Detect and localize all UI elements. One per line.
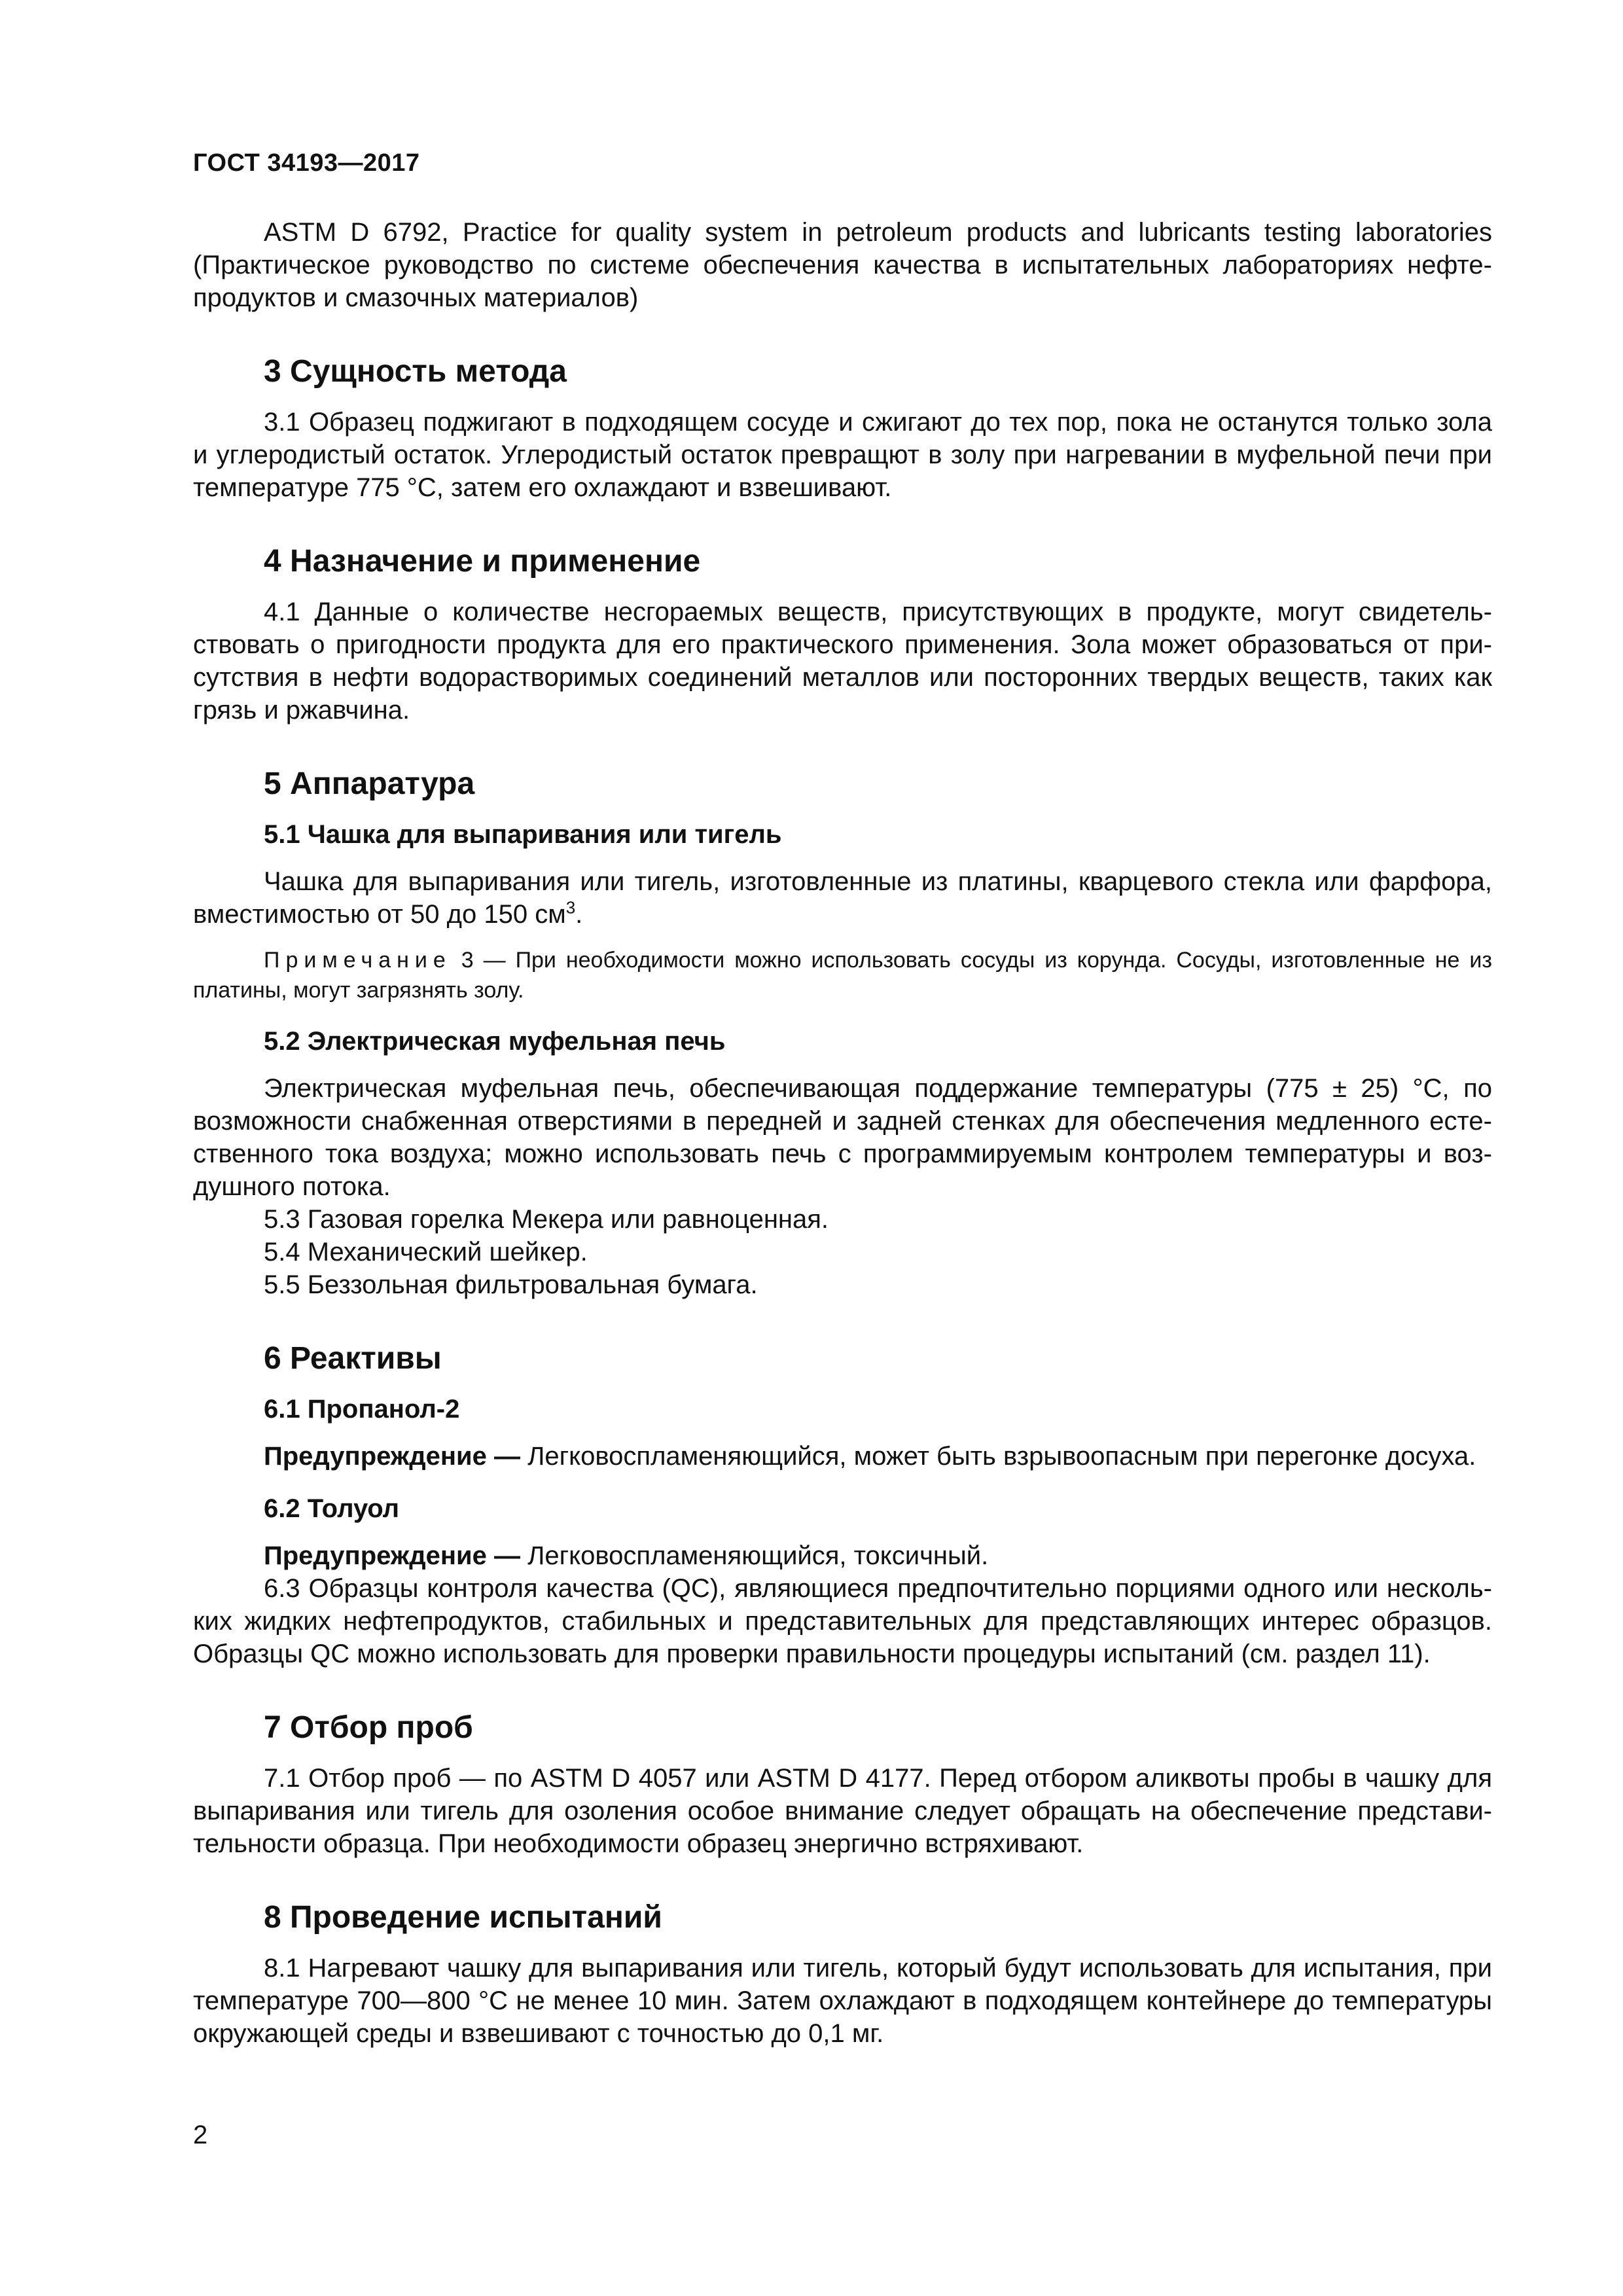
clause-6-1-warning: Предупреждение — Легковоспламеняющийся, может быть взрывоопасным при перегонке досуха. bbox=[264, 1442, 1476, 1471]
standard-designation: ГОСТ 34193—2017 bbox=[193, 149, 420, 177]
clause-6-3: 6.3 Образцы контроля качества (QC), являющиеся предпочтительно порциями одного или нескольких жидких нефтепродуктов, стабильных и представительных для представляющих интерес образцов. Образцы QC можно использовать для проверки правильности процедуры испытаний (см. раздел 11). bbox=[193, 1574, 1492, 1668]
clause-6-2-heading: 6.2 Толуол bbox=[264, 1494, 400, 1523]
section-5-heading: 5 Аппаратура bbox=[264, 766, 475, 801]
clause-5-2-text: Электрическая муфельная печь, обеспечивающая поддержание температуры (775 ± 25) °С, по возможности снабженная отверстиями в передней и задней стенках для обеспечения медленного естественного тока воздуха; можно использовать печь с программируемым контролем температуры и воздушного потока. bbox=[193, 1074, 1492, 1201]
page-content bbox=[193, 216, 1492, 2050]
section-4-heading: 4 Назначение и применение bbox=[264, 544, 701, 579]
clause-7-1: 7.1 Отбор проб — по ASTM D 4057 или ASTM D 4177. Перед отбором аликвоты пробы в чашку для выпаривания или тигель для озоления особое внимание следует обращать на обеспечение представительности образца. При необходимости образец энергично встряхивают. bbox=[193, 1764, 1492, 1858]
clause-4-1: 4.1 Данные о количестве несгораемых веществ, присутствующих в продукте, могут свидетельствовать о пригодности продукта для его практического применения. Зола может образоваться от присутствия в нефти водорастворимых соединений металлов или посторонних твердых веществ, таких как грязь и ржавчина. bbox=[193, 598, 1492, 725]
note-3: Примечание 3 — При необходимости можно использовать сосуды из корунда. Сосуды, изготовленные не из платины, могут загрязнять золу. bbox=[193, 948, 1492, 1003]
clause-5-1-heading: 5.1 Чашка для выпаривания или тигель bbox=[264, 820, 782, 849]
section-7-heading: 7 Отбор проб bbox=[264, 1710, 473, 1745]
section-6-heading: 6 Реактивы bbox=[264, 1341, 442, 1376]
clause-5-1-text: Чашка для выпаривания или тигель, изготовленные из платины, кварцевого стекла или фарфора, вместимостью от 50 до 150 $см^3$. bbox=[193, 867, 1492, 929]
clause-5-3: 5.3 Газовая горелка Мекера или равноценная. bbox=[264, 1205, 829, 1234]
page-number: 2 bbox=[193, 2121, 208, 2149]
clause-6-2-warning: Предупреждение — Легковоспламеняющийся, токсичный. bbox=[264, 1541, 989, 1570]
clause-6-1-heading: 6.1 Пропанол-2 bbox=[264, 1395, 460, 1424]
section-3-heading: 3 Сущность метода bbox=[264, 354, 567, 389]
normative-reference-astm-d6792: ASTM D 6792, Practice for quality system in petroleum products and lubricants testing laboratories (Практическое руководство по системе обеспечения качества в испытательных лабораториях нефтепродуктов и смазочных материалов) bbox=[193, 218, 1492, 312]
clause-5-4: 5.4 Механический шейкер. bbox=[264, 1238, 588, 1266]
clause-5-2-heading: 5.2 Электрическая муфельная печь bbox=[264, 1027, 726, 1056]
clause-5-5: 5.5 Беззольная фильтровальная бумага. bbox=[264, 1270, 758, 1299]
clause-8-1: 8.1 Нагревают чашку для выпаривания или тигель, который будут использовать для испытания, при температуре 700—800 °С не менее 10 мин. Затем охлаждают в подходящем контейнере до температуры окружающей среды и взвешивают с точностью до 0,1 мг. bbox=[193, 1954, 1492, 2048]
clause-3-1: 3.1 Образец поджигают в подходящем сосуде и сжигают до тех пор, пока не останутся только зола и углеродистый остаток. Углеродистый остаток превращют в золу при нагревании в муфельной печи при температуре 775 °С, затем его охлаждают и взвешивают. bbox=[193, 408, 1492, 502]
section-8-heading: 8 Проведение испытаний bbox=[264, 1900, 662, 1935]
